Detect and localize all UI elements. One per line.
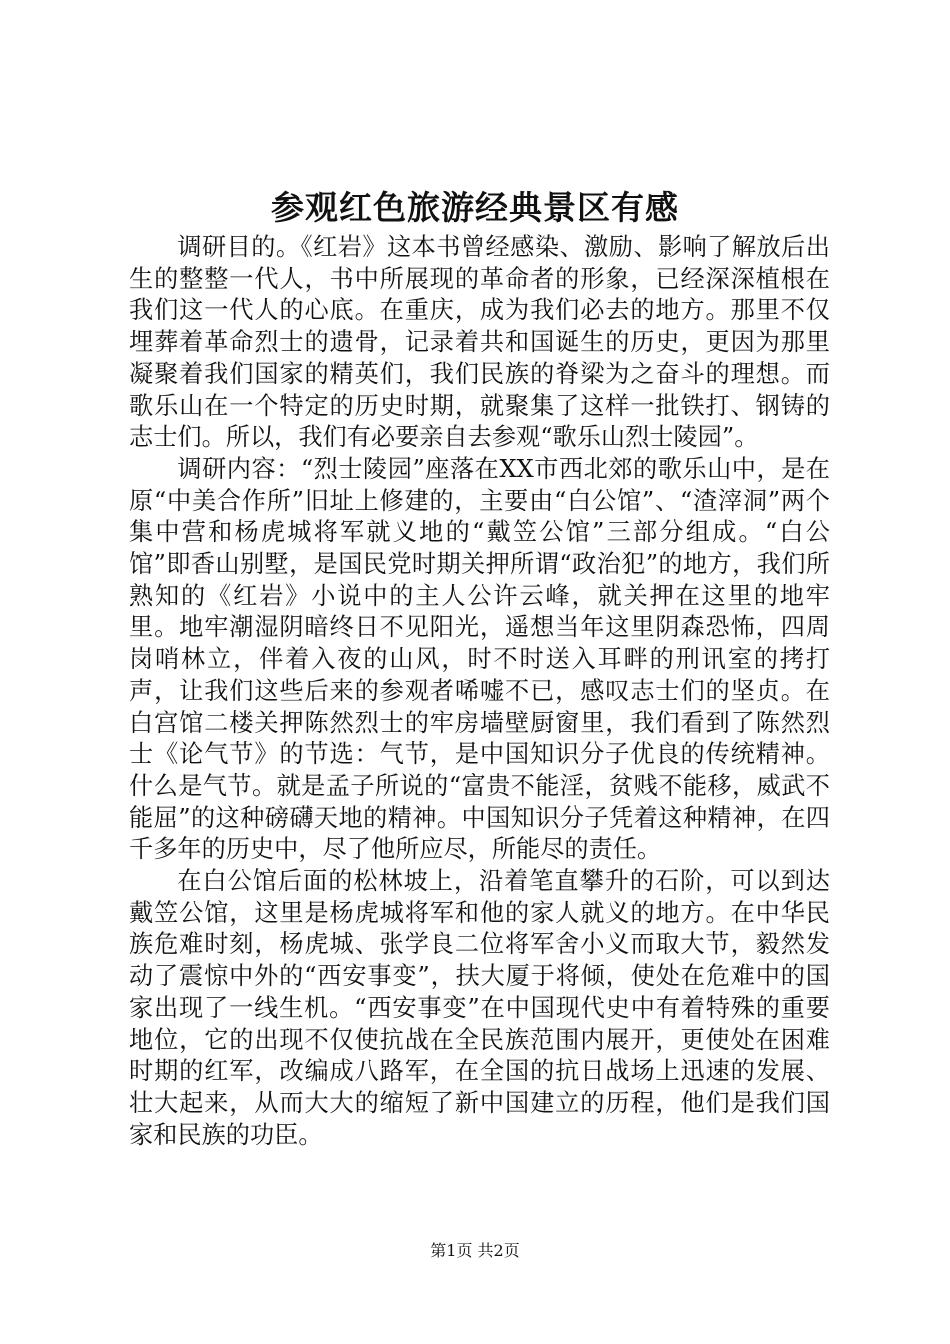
paragraph-research-content: 调研内容：“烈士陵园”座落在XX市西北郊的歌乐山中，是在原“中美合作所”旧址上修建的，主要由“白公馆”、“渣滓洞”两个集中营和杨虎城将军就义地的“戴笠公馆”三部分组成。“白公馆”即香山别墅，是国民党时期关押所谓“政治犯”的地方，我们所熟知的《红岩》小说中的主人公许云峰，就关押在这里的地牢里。地牢潮湿阴暗终日不见阳光，遥想当年这里阴森恐怖，四周岗哨林立，伴着入夜的山风，时不时送入耳畔的刑讯室的拷打声，让我们这些后来的参观者唏嘘不已，感叹志士们的坚贞。在白宫馆二楼关押陈然烈士的牢房墙壁厨窗里，我们看到了陈然烈士《论气节》的节选：气节，是中国知识分子优良的传统精神。什么是气节。就是孟子所说的“富贵不能淫，贫贱不能移，威武不能屈”的这种磅礴天地的精神。中国知识分子凭着这种精神，在四千多年的历史中，尽了他所应尽，所能尽的责任。 bbox=[129, 454, 830, 864]
paragraph-dai-li-mansion: 在白公馆后面的松林坡上，沿着笔直攀升的石阶，可以到达戴笠公馆，这里是杨虎城将军和他的家人就义的地方。在中华民族危难时刻，杨虎城、张学良二位将军舍小义而取大节，毅然发动了震惊中外的“西安事变”，扶大厦于将倾，使处在危难中的国家出现了一线生机。“西安事变”在中国现代史中有着特殊的重要地位，它的出现不仅使抗战在全民族范围内展开，更使处在困难时期的红军，改编成八路军，在全国的抗日战场上迅速的发展、壮大起来，从而大大的缩短了新中国建立的历程，他们是我们国家和民族的功臣。 bbox=[129, 867, 830, 1149]
document-title: 参观红色旅游经典景区有感 bbox=[271, 188, 679, 227]
document-body bbox=[129, 232, 830, 1151]
page-number-footer: 第1页 共2页 bbox=[430, 1241, 520, 1260]
paragraph-research-purpose: 调研目的。《红岩》这本书曾经感染、激励、影响了解放后出生的整整一代人，书中所展现的革命者的形象，已经深深植根在我们这一代人的心底。在重庆，成为我们必去的地方。那里不仅埋葬着革命烈士的遗骨，记录着共和国诞生的历史，更因为那里凝聚着我们国家的精英们，我们民族的脊梁为之奋斗的理想。而歌乐山在一个特定的历史时期，就聚集了这样一批铁打、钢铸的志士们。所以，我们有必要亲自去参观“歌乐山烈士陵园”。 bbox=[129, 233, 830, 452]
